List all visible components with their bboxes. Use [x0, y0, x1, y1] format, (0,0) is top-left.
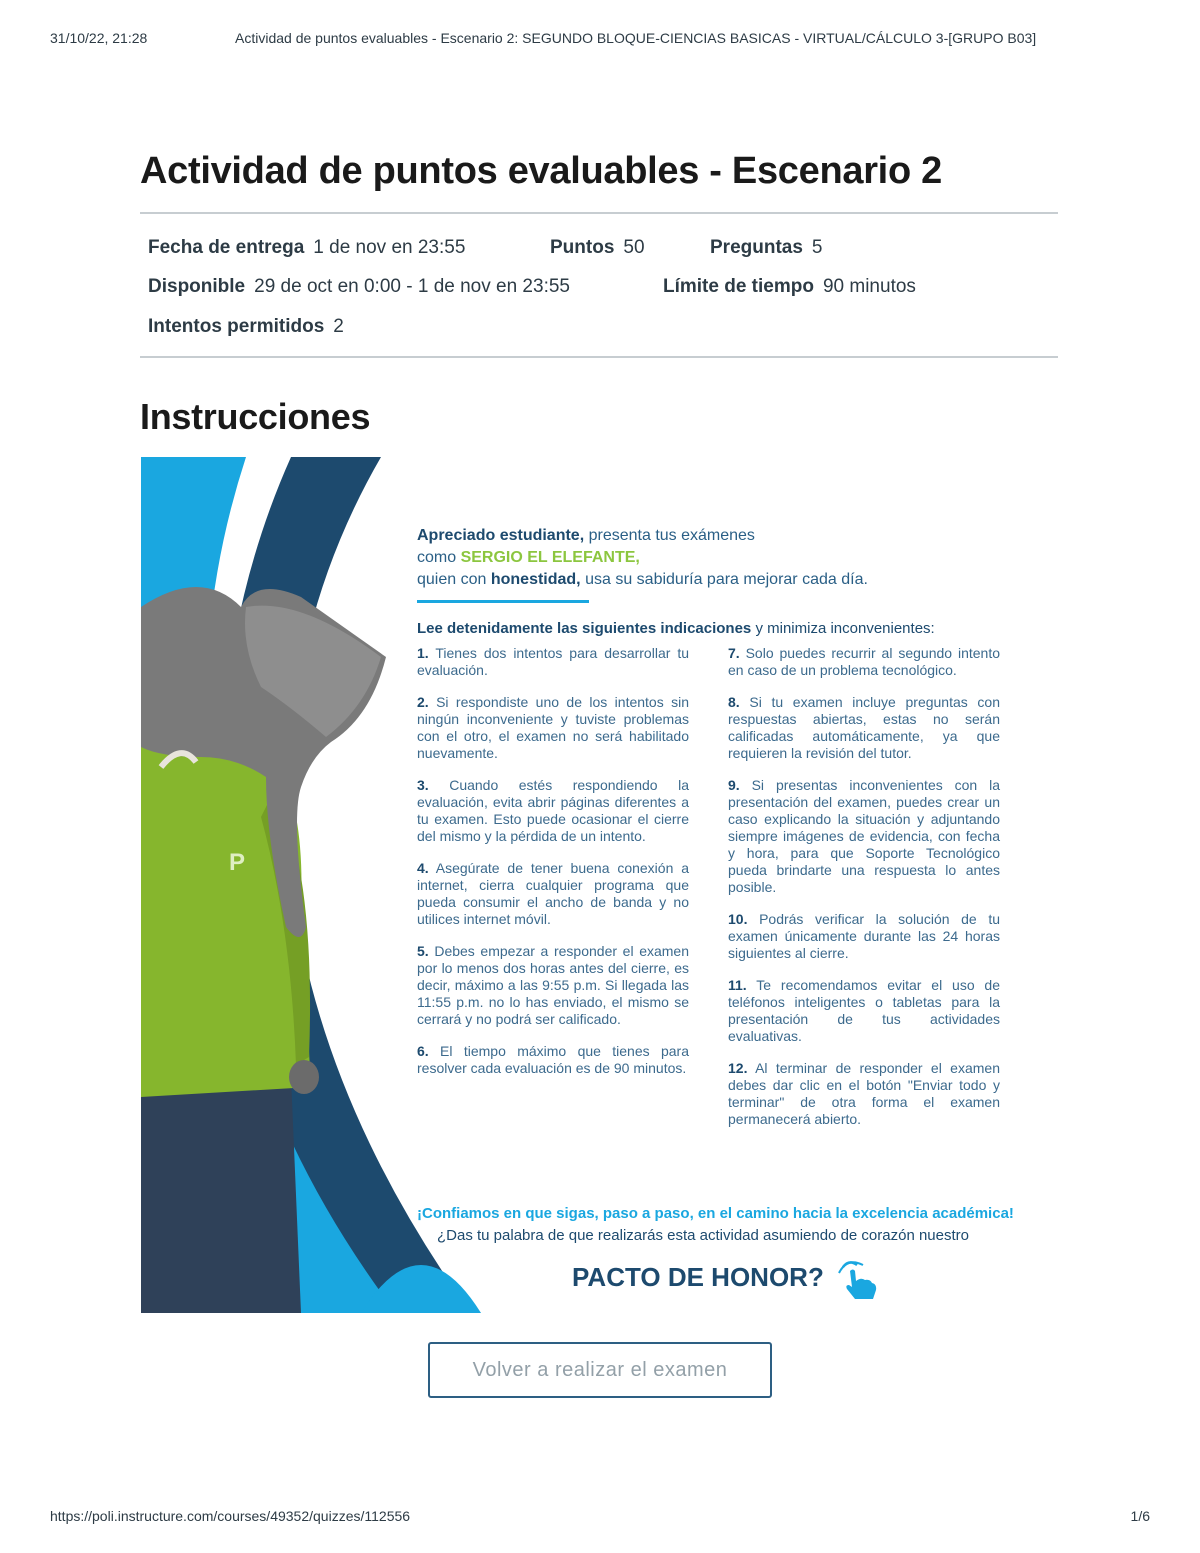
- instruction-number: 8.: [728, 694, 740, 710]
- instruction-item: [728, 645, 1000, 679]
- attempts: [148, 316, 344, 337]
- instruction-text: Solo puedes recurrir al segundo intento en caso de un problema tecnológico.: [728, 645, 1000, 678]
- divider-bottom: [140, 356, 1058, 358]
- instruction-item: [417, 860, 689, 928]
- instruction-item: [728, 911, 1000, 962]
- instruction-number: 4.: [417, 860, 429, 876]
- instructions-column-left: [417, 645, 689, 1092]
- time-limit: [663, 276, 916, 298]
- instruction-number: 2.: [417, 694, 429, 710]
- instruction-number: 5.: [417, 943, 429, 959]
- points-label: Puntos: [550, 237, 615, 258]
- print-datetime: 31/10/22, 21:28: [50, 30, 148, 46]
- time-limit-value: 90 minutos: [822, 276, 916, 297]
- banner-greeting: Apreciado estudiante, presenta tus exámenes como SERGIO EL ELEFANTE, quien con honestidad, usa su sabiduría para mejorar cada día.: [417, 527, 868, 588]
- instruction-number: 7.: [728, 645, 740, 661]
- instruction-text: Si tu examen incluye preguntas con respuestas abiertas, estas no serán calificadas automáticamente, ya que requieren la revisión del tutor.: [728, 694, 1000, 761]
- instruction-text: Podrás verificar la solución de tu examen únicamente durante las 24 horas siguientes al cierre.: [728, 911, 1000, 961]
- trust-message: ¡Confiamos en que sigas, paso a paso, en el camino hacia la excelencia académica!: [417, 1205, 1014, 1222]
- instruction-item: [417, 694, 689, 762]
- questions-value: 5: [811, 237, 823, 258]
- instruction-text: Cuando estés respondiendo la evaluación, evita abrir páginas diferentes a tu examen. Esto puede ocasionar el cierre del mismo y la pérdida de un intento.: [417, 777, 689, 844]
- instruction-item: [728, 1060, 1000, 1128]
- instruction-text: Si presentas inconvenientes con la presentación del examen, puedes crear un caso explicando la situación y adjuntando siempre imágenes de evidencia, con fecha y hora, para que Soporte Tecnológico pueda brindarte una respuesta lo antes posible.: [728, 777, 1001, 895]
- instruction-number: 6.: [417, 1043, 429, 1059]
- hoodie-logo: P: [229, 849, 246, 876]
- honor-pact-title: PACTO DE HONOR?: [572, 1257, 879, 1301]
- jeans-shape: [141, 1077, 301, 1313]
- instruction-text: El tiempo máximo que tienes para resolver cada evaluación es de 90 minutos.: [417, 1043, 689, 1076]
- print-url: https://poli.instructure.com/courses/49352/quizzes/112556: [50, 1508, 411, 1524]
- quiz-meta-row-2: [148, 276, 916, 298]
- instruction-number: 12.: [728, 1060, 748, 1076]
- questions: [710, 237, 823, 259]
- instruction-text: Al terminar de responder el examen debes dar clic en el botón "Enviar todo y terminar" de otra forma el examen permanecerá abierto.: [728, 1060, 1000, 1127]
- points: [550, 237, 645, 259]
- instruction-number: 1.: [417, 645, 429, 661]
- instruction-number: 11.: [728, 977, 747, 993]
- instruction-item: [417, 777, 689, 845]
- mascot-name: SERGIO EL ELEFANTE,: [460, 549, 640, 566]
- points-value: 50: [623, 237, 645, 258]
- fist-shape: [289, 1060, 319, 1094]
- instruction-text: Si respondiste uno de los intentos sin ningún inconveniente y tuviste problemas con el otro, el examen no será habilitado nuevamente.: [417, 694, 689, 761]
- instruction-item: [417, 645, 689, 679]
- instruction-number: 10.: [728, 911, 748, 927]
- instruction-number: 3.: [417, 777, 429, 793]
- availability-label: Disponible: [148, 276, 246, 297]
- due-date-value: 1 de nov en 23:55: [313, 237, 466, 258]
- quiz-meta-row-1: [148, 237, 823, 259]
- honor-pact-banner: [141, 457, 1059, 1313]
- availability-value: 29 de oct en 0:00 - 1 de nov en 23:55: [254, 276, 570, 297]
- instruction-item: [728, 777, 1000, 896]
- due-date: [148, 237, 465, 258]
- instruction-text: Tienes dos intentos para desarrollar tu evaluación.: [417, 645, 689, 678]
- print-page-number: 1/6: [1130, 1508, 1150, 1524]
- quiz-meta-row-3: [148, 316, 344, 338]
- due-date-label: Fecha de entrega: [148, 237, 305, 258]
- instruction-text: Te recomendamos evitar el uso de teléfonos inteligentes o tabletas para la presentación de tus actividades evaluativas.: [728, 977, 1001, 1044]
- instructions-column-right: [728, 645, 1000, 1143]
- instruction-number: 9.: [728, 777, 740, 793]
- instruction-item: [417, 1043, 689, 1077]
- availability: [148, 276, 570, 297]
- instruction-item: [728, 977, 1000, 1045]
- attempts-value: 2: [333, 316, 344, 337]
- instruction-text: Asegúrate de tener buena conexión a internet, cierra cualquier programa que pueda consumir el ancho de banda y no utilices internet móvil.: [417, 860, 689, 927]
- quiz-title: Actividad de puntos evaluables - Escenario 2: [140, 150, 942, 192]
- instruction-item: [728, 694, 1000, 762]
- instructions-heading: Instrucciones: [140, 396, 371, 437]
- instruction-item: [417, 943, 689, 1028]
- instruction-text: Debes empezar a responder el examen por lo menos dos horas antes del cierre, es decir, máximo a las 9:55 p.m. Si llegada las 11:55 p.m. no lo has enviado, el mismo se cerrará y no podrá ser calificado.: [417, 943, 689, 1027]
- honor-question: ¿Das tu palabra de que realizarás esta actividad asumiendo de corazón nuestro: [437, 1227, 969, 1244]
- accent-underline: [417, 600, 589, 603]
- time-limit-label: Límite de tiempo: [663, 276, 814, 297]
- print-page-title: Actividad de puntos evaluables - Escenario 2: SEGUNDO BLOQUE-CIENCIAS BASICAS - VIRTUAL/CÁLCULO 3-[GRUPO B03]: [235, 30, 1037, 46]
- banner-lead: Lee detenidamente las siguientes indicaciones y minimiza inconvenientes:: [417, 620, 935, 637]
- retake-quiz-button[interactable]: Volver a realizar el examen: [428, 1342, 772, 1398]
- attempts-label: Intentos permitidos: [148, 316, 325, 337]
- divider-top: [140, 212, 1058, 214]
- tap-hand-icon: [835, 1257, 879, 1301]
- questions-label: Preguntas: [710, 237, 803, 258]
